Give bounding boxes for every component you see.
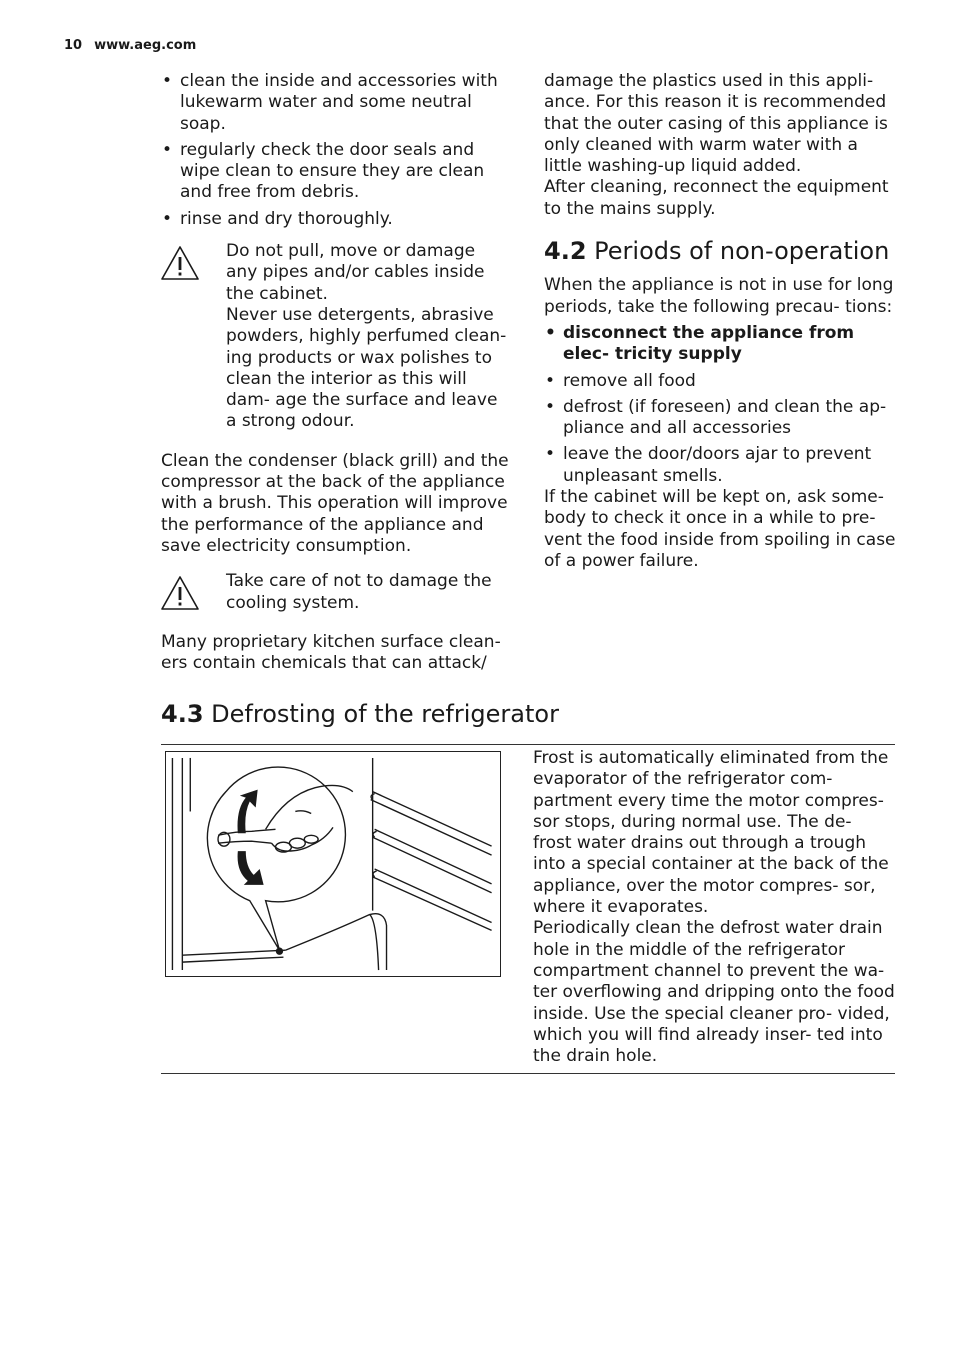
defrost-paragraph-1: Frost is automatically eliminated from the evaporator of the refrigerator com- partment every time the motor compres- sor stops, during normal use. The de- frost water drains out through a trough into a special container at the back of the appliance, over the motor compres- sor, where it evaporates. (533, 748, 889, 918)
refrigerator-drain-hole-diagram (166, 752, 500, 976)
list-item: • remove all food (544, 371, 896, 392)
warning-block-cooling (161, 571, 511, 614)
defrost-drain-illustration (165, 751, 501, 977)
list-item: • rinse and dry thoroughly. (161, 209, 511, 230)
left-column (161, 71, 511, 674)
warning-text: Do not pull, move or damage any pipes and/or cables inside the cabinet. (226, 241, 485, 304)
page-header (64, 38, 196, 53)
list-item: • clean the inside and accessories with lukewarm water and some neutral soap. (161, 71, 511, 135)
right-column (544, 71, 896, 572)
defrost-paragraph-2: Periodically clean the defrost water drain hole in the middle of the refrigerator compartment channel to prevent the wa- ter overflowing and dripping onto the food inside. Use the special cleaner pro- vided, which you will find already inser- ted into the drain hole. (533, 918, 895, 1067)
section-title: Periods of non-operation (594, 237, 890, 266)
defrost-text-column (533, 748, 895, 1067)
list-item: • defrost (if foreseen) and clean the ap- pliance and all accessories (544, 397, 896, 440)
warning-icon (160, 575, 200, 611)
cleaning-bullet-list (161, 71, 511, 230)
site-url: www.aeg.com (94, 38, 197, 53)
section-title: Defrosting of the refrigerator (211, 700, 559, 728)
list-item: • regularly check the door seals and wipe clean to ensure they are clean and free from debris. (161, 140, 511, 204)
warning-icon (160, 245, 200, 281)
warning-text: Take care of not to damage the cooling system. (226, 571, 492, 613)
warning-text: Never use detergents, abrasive powders, highly perfumed clean- ing products or wax polishes to clean the interior as this will dam- age the surface and leave a strong odour. (226, 304, 507, 432)
section-number: 4.3 (161, 700, 204, 728)
section-heading-4-2 (544, 237, 896, 266)
non-operation-intro: When the appliance is not in use for long periods, take the following precau- tions: (544, 275, 894, 317)
list-item: • disconnect the appliance from elec- tricity supply (544, 323, 896, 366)
page-number: 10 (64, 38, 83, 53)
plastics-paragraph: damage the plastics used in this appli- ance. For this reason it is recommended that the outer casing of this appliance is only cleaned with warm water with a little washing-up liquid added. (544, 71, 888, 177)
warning-block-pipes (161, 241, 511, 433)
section-bottom-rule (161, 1073, 895, 1074)
non-operation-bullet-list (544, 323, 896, 487)
non-operation-closing: If the cabinet will be kept on, ask some- body to check it once in a while to pre- vent the food inside from spoiling in case of a power failure. (544, 487, 896, 571)
surface-cleaners-paragraph: Many proprietary kitchen surface clean- ers contain chemicals that can attack/ (161, 631, 501, 674)
reconnect-paragraph: After cleaning, reconnect the equipment to the mains supply. (544, 177, 889, 219)
section-top-rule (161, 744, 895, 745)
list-item: • leave the door/doors ajar to prevent unpleasant smells. (544, 444, 896, 487)
section-heading-4-3 (161, 700, 559, 728)
condenser-paragraph: Clean the condenser (black grill) and the compressor at the back of the appliance with a brush. This operation will improve the performance of the appliance and save electricity consumption. (161, 450, 509, 556)
section-number: 4.2 (544, 237, 587, 266)
